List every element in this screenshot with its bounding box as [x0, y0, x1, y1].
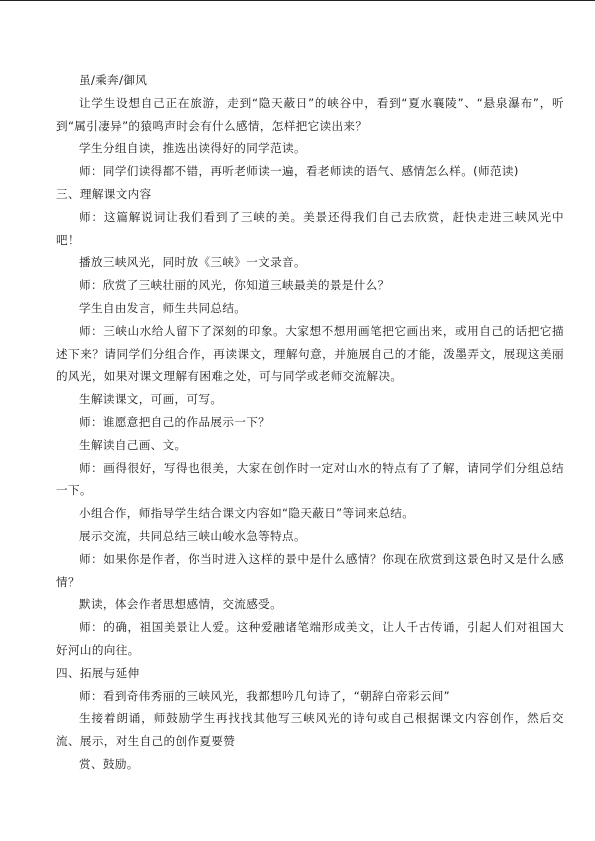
- paragraph: 师：的确，祖国美景让人爱。这种爱融诸笔端形成美文，让人千古传诵，引起人们对祖国大好河山的向往。: [56, 620, 564, 657]
- section-heading-4: 四、拓展与延伸: [56, 665, 140, 680]
- header-rule: [0, 0, 595, 1]
- paragraph: 师：如果你是作者，你当时进入这样的景中是什么感情？你现在欣赏到这景色时又是什么感情？: [56, 551, 564, 589]
- paragraph: 虽/乘奔/御风: [79, 73, 148, 87]
- paragraph: 生解读课文，可画，可写。: [79, 392, 223, 407]
- paragraph: 生解读自己画、文。: [79, 437, 187, 452]
- paragraph: 播放三峡风光，同时放《三峡》一文录音。: [79, 255, 306, 270]
- paragraph: 师：三峡山水给人留下了深刻的印象。大家想不想用画笔把它画出来，或用自己的话把它描述下来？请同学们分组合作，再读课文，理解句意，并施展自己的才能，泼墨弄文，展现这美丽的风光，如果对课文理解有困难之处，可与同学或老师交流解决。: [56, 323, 564, 384]
- paragraph: 师：同学们读得都不错，再听老师读一遍，看老师读的语气、感情怎么样。(师范读): [79, 164, 519, 179]
- paragraph: 生接着朗诵，师鼓励学生再找找其他写三峡风光的诗句或自己根据课文内容创作，然后交流、展示，对生自己的创作夏要赞: [56, 711, 564, 749]
- paragraph: 师：看到奇伟秀丽的三峡风光，我都想吟几句诗了，“朝辞白帝彩云间”: [79, 688, 451, 703]
- paragraph: 让学生设想自己正在旅游，走到“隐天蔽日”的峡谷中，看到“夏水襄陵”、“悬泉瀑布”，听到“属引凄异”的猿鸣声时会有什么感情，怎样把它读出来？: [56, 95, 564, 133]
- paragraph: 默读，体会作者思想感情，交流感受。: [79, 597, 283, 612]
- paragraph: 学生分组自读，推选出读得好的同学范读。: [79, 141, 306, 156]
- paragraph: 师：欣赏了三峡壮丽的风光，你知道三峡最美的景是什么？: [79, 278, 390, 293]
- paragraph: 小组合作，师指导学生结合课文内容如“隐天蔽日”等词来总结。: [79, 506, 415, 521]
- paragraph: 展示交流，共同总结三峡山峻水急等特点。: [79, 528, 306, 543]
- paragraph: 学生自由发言，师生共同总结。: [79, 300, 247, 315]
- paragraph: 师：画得很好，写得也很美，大家在创作时一定对山水的特点有了了解，请同学们分组总结一下。: [56, 460, 564, 498]
- document-body: [56, 69, 564, 776]
- section-heading-3: 三、理解课文内容: [56, 186, 152, 201]
- paragraph: 赏、鼓励。: [79, 756, 139, 771]
- paragraph: 师：这篇解说词让我们看到了三峡的美。美景还得我们自己去欣赏，赶快走进三峡风光中吧！: [56, 209, 564, 247]
- paragraph: 师：谁愿意把自己的作品展示一下？: [79, 414, 271, 429]
